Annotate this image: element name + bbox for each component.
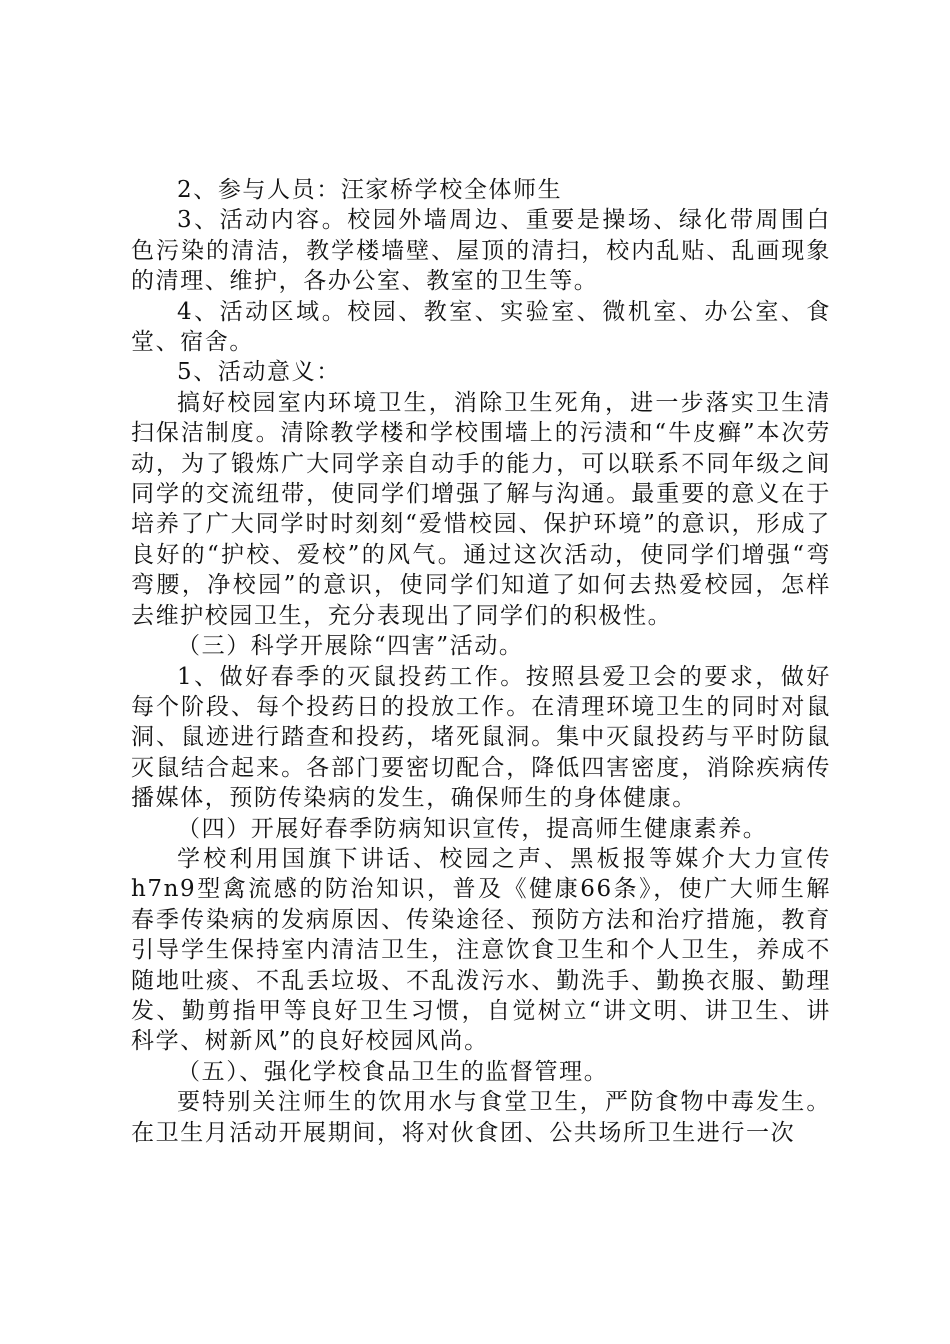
section-heading-food-safety: （五）、强化学校食品卫生的监督管理。	[177, 1058, 609, 1085]
paragraph-participants: 2、参与人员：汪家桥学校全体师生	[177, 177, 563, 203]
paragraph-activity-area: 4、活动区域。校园、教室、实验室、微机室、办公室、食堂、宿舍。	[131, 298, 831, 356]
section-heading-disease-prevention: （四）开展好春季防病知识宣传，提高师生健康素养。	[177, 815, 768, 842]
paragraph-activity-content: 3、活动内容。校园外墙周边、重要是操场、绿化带周围白色污染的清洁，教学楼墙壁、屋顶的清扫，校内乱贴、乱画现象的清理、维护，各办公室、教室的卫生等。	[131, 207, 831, 295]
paragraph-activity-significance: 搞好校园室内环境卫生，消除卫生死角，进一步落实卫生清扫保洁制度。清除教学楼和学校围墙上的污渍和“牛皮癣”本次劳动，为了锻炼广大同学亲自动手的能力，可以联系不同年级之间同学的交流纽带，使同学们增强了解与沟通。最重要的意义在于培养了广大同学时时刻刻“爱惜校园、保护环境”的意识，形成了良好的“护校、爱校”的风气。通过这次活动，使同学们增强“弯弯腰，净校园”的意识，使同学们知道了如何去热爱校园，怎样去维护校园卫生，充分表现出了同学们的积极性。	[131, 389, 831, 629]
paragraph-food-safety: 要特别关注师生的饮用水与食堂卫生，严防食物中毒发生。在卫生月活动开展期间，将对伙食团、公共场所卫生进行一次	[131, 1089, 831, 1146]
paragraph-activity-significance-heading: 5、活动意义：	[177, 359, 341, 386]
paragraph-health-education: 学校利用国旗下讲话、校园之声、黑板报等媒介大力宣传h7n9型禽流感的防治知识，普及《健康66条》，使广大师生解春季传染病的发病原因、传染途径、预防方法和治疗措施，教育引导学生保持室内清洁卫生，注意饮食卫生和个人卫生，养成不随地吐痰、不乱丢垃圾、不乱泼污水、勤洗手、勤换衣服、勤理发、勤剪指甲等良好卫生习惯，自觉树立“讲文明、讲卫生、讲科学、树新风”的良好校园风尚。	[131, 845, 831, 1055]
document-body	[131, 175, 831, 1148]
paragraph-rodent-control: 1、做好春季的灭鼠投药工作。按照县爱卫会的要求，做好每个阶段、每个投药日的投放工作。在清理环境卫生的同时对鼠洞、鼠迹进行踏查和投药，堵死鼠洞。集中灭鼠投药与平时防鼠灭鼠结合起来。各部门要密切配合，降低四害密度，消除疾病传播媒体，预防传染病的发生，确保师生的身体健康。	[131, 663, 831, 812]
section-heading-four-pests: （三）科学开展除“四害”活动。	[177, 633, 524, 660]
